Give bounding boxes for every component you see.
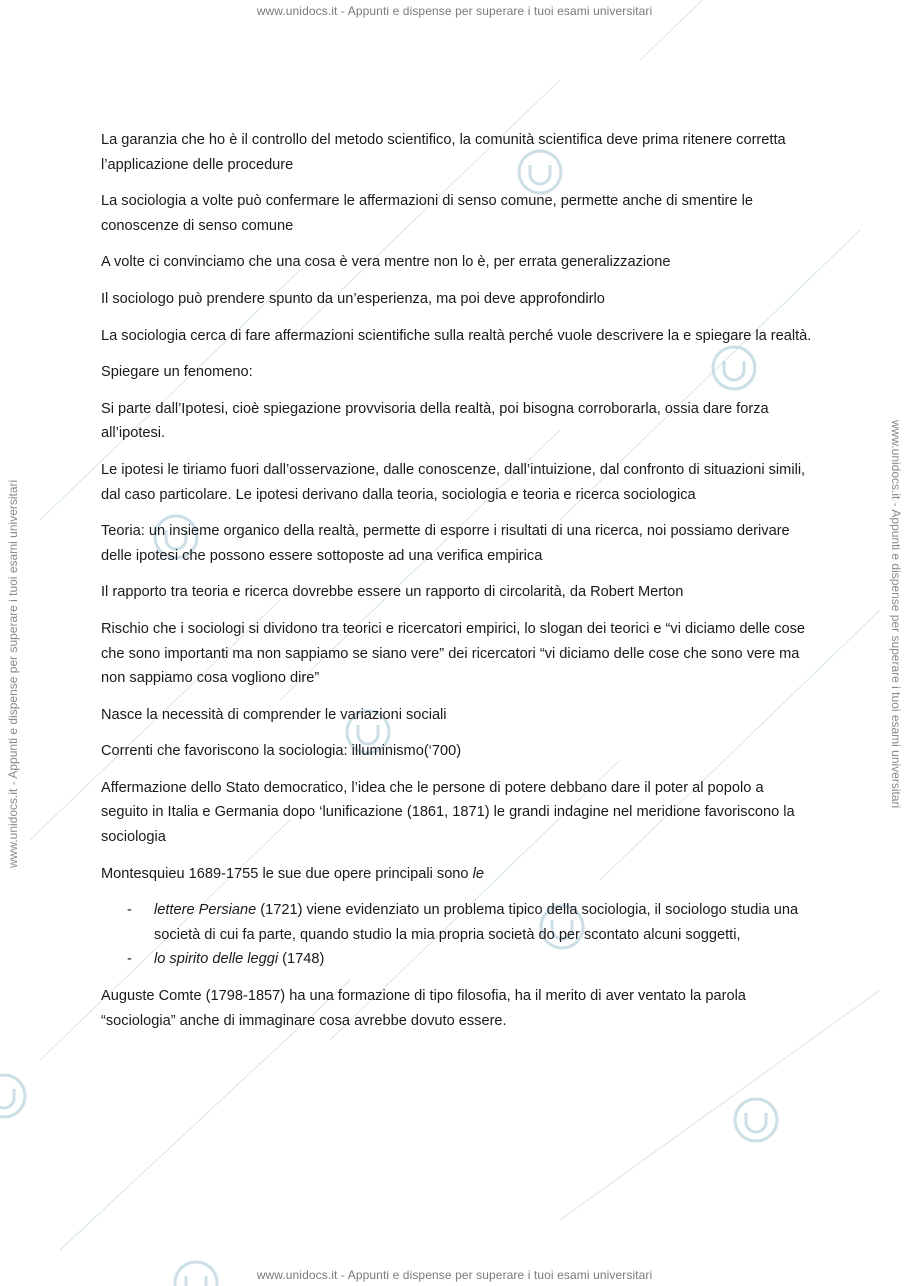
paragraph: Rischio che i sociologi si dividono tra teorici e ricercatori empirici, lo slogan dei teorici e “vi diciamo delle cose che sono importanti ma non sappiamo se siano vere” dei ricercatori “vi diciamo delle cose che sono vere ma non sappiamo cosa vogliono dire” (101, 620, 806, 687)
unidocs-logo-icon (735, 1099, 777, 1141)
paragraph: La sociologia cerca di fare affermazioni scientifiche sulla realtà perché vuole descrivere la e spiegare la realtà. (101, 327, 812, 344)
montesquieu-lead-italic: le (472, 865, 484, 882)
work-description: (1721) viene evidenziato un problema tipico della sociologia, il sociologo studia una società di cui fa parte, quando studio la mia propria società do per scontato alcuni soggetti, (154, 902, 799, 943)
list-item (101, 947, 813, 972)
work-title: lettere Persiane (154, 902, 257, 919)
paragraph: Spiegare un fenomeno: (101, 364, 253, 381)
paragraph: Il sociologo può prendere spunto da un’esperienza, ma poi deve approfondirlo (101, 290, 605, 307)
paragraph: La sociologia a volte può confermare le affermazioni di senso comune, permette anche di smentire le conoscenze di senso comune (101, 193, 753, 234)
paragraph: Si parte dall’Ipotesi, cioè spiegazione provvisoria della realtà, poi bisogna corroborarla, ossia dare forza all’ipotesi. (101, 400, 769, 442)
header-watermark: www.unidocs.it - Appunti e dispense per superare i tuoi esami universitari (256, 4, 653, 18)
montesquieu-paragraph (101, 862, 813, 887)
paragraph: Il rapporto tra teoria e ricerca dovrebbe essere un rapporto di circolarità, da Robert Merton (101, 584, 684, 601)
works-list (101, 898, 813, 972)
footer-watermark: www.unidocs.it - Appunti e dispense per superare i tuoi esami universitari (256, 1268, 653, 1282)
montesquieu-lead: Montesquieu 1689-1755 le sue due opere principali sono (101, 865, 473, 882)
list-dash: - (127, 902, 132, 919)
unidocs-logo-icon (0, 1075, 25, 1117)
paragraph: Nasce la necessità di comprender le variazioni sociali (101, 706, 447, 723)
list-item (101, 898, 813, 947)
document-body (101, 128, 813, 1045)
paragraph: Correnti che favoriscono la sociologia: illuminismo(‘700) (101, 743, 462, 760)
paragraph: La garanzia che ho è il controllo del metodo scientifico, la comunità scientifica deve prima ritenere corretta l’applicazione delle procedure (101, 132, 786, 173)
work-description: (1748) (278, 951, 325, 968)
right-side-watermark: www.unidocs.it - Appunti e dispense per superare i tuoi esami universitari (889, 420, 903, 809)
paragraph: Le ipotesi le tiriamo fuori dall’osservazione, dalle conoscenze, dall’intuizione, dal confronto di situazioni simili, dal caso particolare. Le ipotesi derivano dalla teoria, sociologia e teoria e ricerca sociologica (101, 461, 806, 503)
left-side-watermark: www.unidocs.it - Appunti e dispense per superare i tuoi esami universitari (6, 479, 20, 868)
closing-paragraph: Auguste Comte (1798-1857) ha una formazione di tipo filosofia, ha il merito di aver ventato la parola “sociologia” anche di immaginare cosa avrebbe dovuto essere. (101, 988, 746, 1029)
paragraph: Affermazione dello Stato democratico, l’idea che le persone di potere debbano dare il poter al popolo a seguito in Italia e Germania dopo ‘lunificazione (1861, 1871) le grandi indagine nel meridione favoriscono la sociologia (101, 779, 795, 846)
paragraph: Teoria: un insieme organico della realtà, permette di esporre i risultati di una ricerca, noi possiamo derivare delle ipotesi che possono essere sottoposte ad una verifica empirica (101, 523, 790, 564)
list-dash: - (127, 951, 132, 968)
work-title: lo spirito delle leggi (154, 951, 279, 968)
paragraph: A volte ci convinciamo che una cosa è vera mentre non lo è, per errata generalizzazione (101, 254, 671, 271)
